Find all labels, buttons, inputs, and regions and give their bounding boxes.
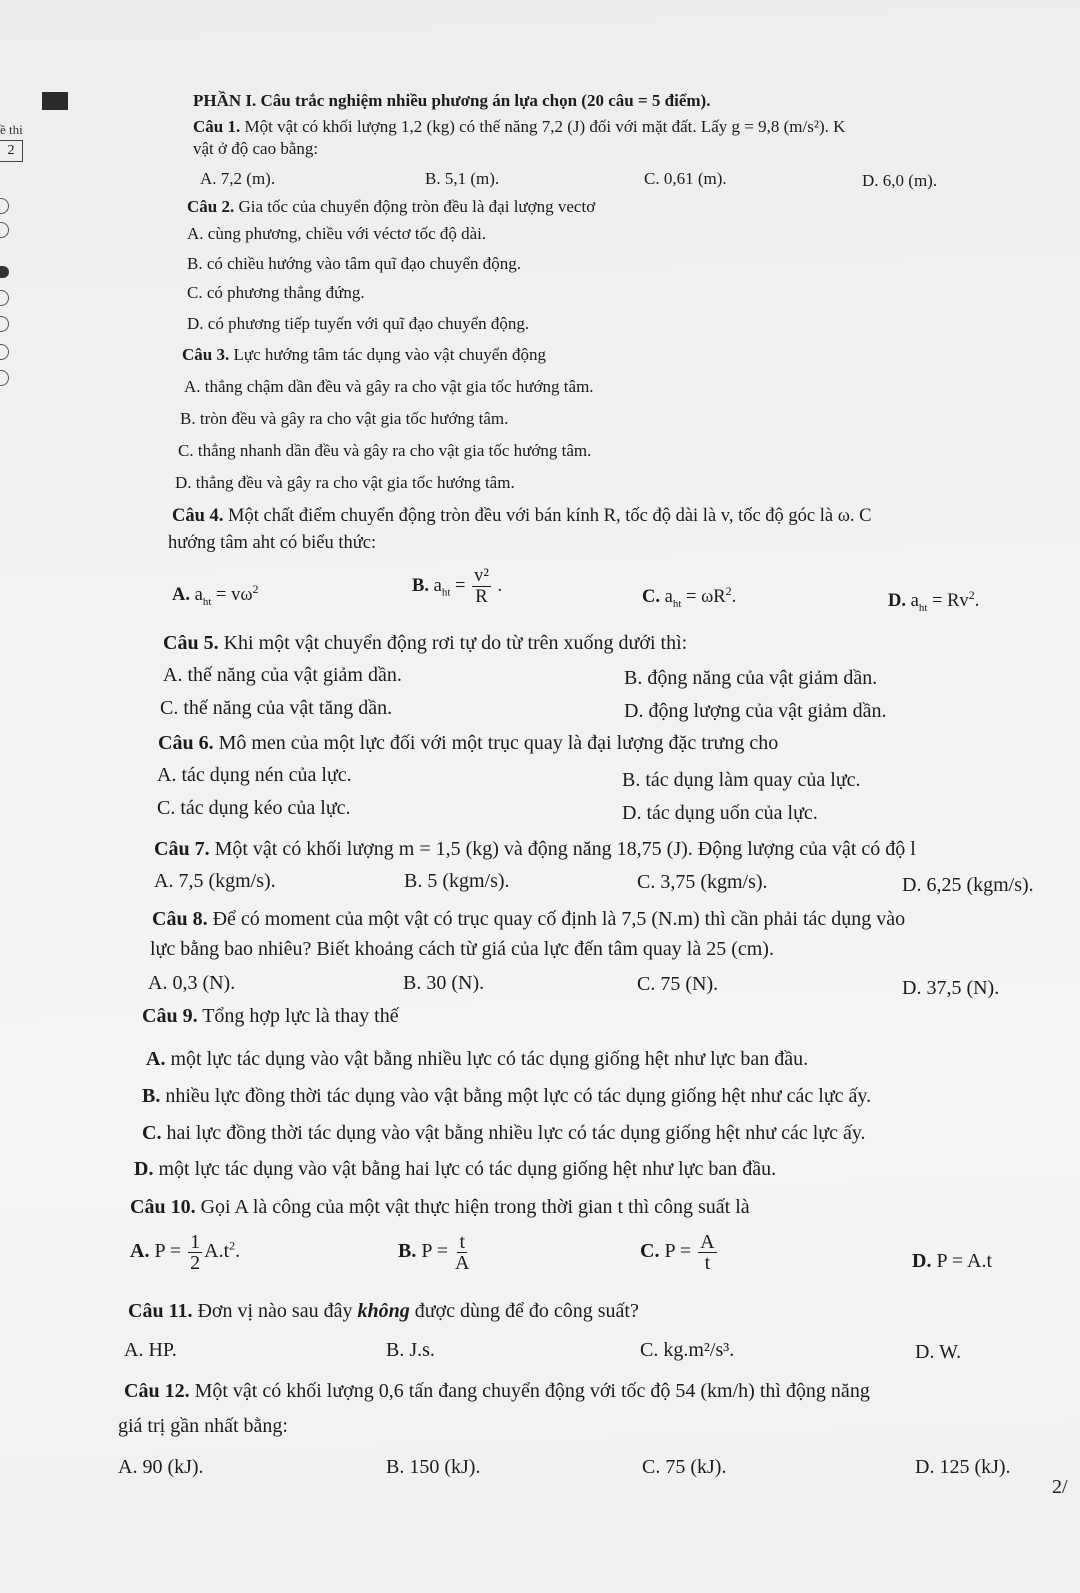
question-7: Câu 7. Một vật có khối lượng m = 1,5 (kg) và động năng 18,75 (J). Động lượng của vật có độ l xyxy=(154,838,916,860)
option-d: D. có phương tiếp tuyến với quĩ đạo chuyển động. xyxy=(187,314,530,333)
question-1 xyxy=(193,116,845,138)
option-a: A. $a_{ht} = v\omega^2$ xyxy=(172,582,259,608)
option-b: B. 30 (N). xyxy=(403,972,485,994)
question-5: Câu 5. Khi một vật chuyển động rơi tự do từ trên xuống dưới thì: xyxy=(163,632,688,654)
option-c: C. 0,61 (m). xyxy=(644,169,727,188)
margin-fragment: ề thi xyxy=(0,122,23,137)
binder-dot-icon xyxy=(0,266,9,278)
question-12-line2: giá trị gần nhất bằng: xyxy=(118,1415,288,1437)
question-1-line2: vật ở độ cao bằng: xyxy=(193,139,319,158)
option-d: D. $a_{ht} = Rv^2$. xyxy=(888,588,980,614)
corner-mark xyxy=(42,92,68,110)
option-a: A. P = $\frac{1}{2}$ $A.t^2$. xyxy=(130,1231,241,1274)
option-a: A. thế năng của vật giảm dần. xyxy=(163,664,402,686)
option-d: D. 6,25 (kgm/s). xyxy=(902,874,1034,896)
option-d: D. P = A.t xyxy=(912,1250,993,1272)
question-10: Câu 10. Gọi A là công của một vật thực hiện trong thời gian t thì công suất là xyxy=(130,1196,750,1218)
binder-ring-icon xyxy=(0,290,9,306)
option-d: D. tác dụng uốn của lực. xyxy=(622,802,818,824)
option-c: C. P = $\frac{A}{t}$ xyxy=(640,1231,715,1274)
binder-ring-icon xyxy=(0,344,9,360)
binder-ring-icon xyxy=(0,198,9,214)
section-title: PHẦN I. Câu trắc nghiệm nhiều phương án lựa chọn (20 câu = 5 điểm). xyxy=(193,91,711,110)
binder-ring-icon xyxy=(0,370,9,386)
option-c: C. kg.m²/s³. xyxy=(640,1339,735,1361)
option-b: B. có chiều hướng vào tâm quĩ đạo chuyển động. xyxy=(187,254,522,273)
question-8-line2: lực bằng bao nhiêu? Biết khoảng cách từ giá của lực đến tâm quay là 25 (cm). xyxy=(150,938,774,960)
option-b: B. 150 (kJ). xyxy=(386,1456,481,1478)
option-c: C. tác dụng kéo của lực. xyxy=(157,797,351,819)
option-a: A. tác dụng nén của lực. xyxy=(157,764,352,786)
question-6: Câu 6. Mô men của một lực đối với một trục quay là đại lượng đặc trưng cho xyxy=(158,732,779,754)
option-c: C. 75 (kJ). xyxy=(642,1456,727,1478)
option-a: A. HP. xyxy=(124,1339,177,1361)
binder-ring-icon xyxy=(0,222,9,238)
option-d: D. 6,0 (m). xyxy=(862,171,938,190)
option-c: C. $a_{ht} = \omega R^2$. xyxy=(642,584,737,610)
question-12: Câu 12. Một vật có khối lượng 0,6 tấn đang chuyển động với tốc độ 54 (km/h) thì động năng xyxy=(124,1380,870,1402)
question-8: Câu 8. Để có moment của một vật có trục quay cố định là 7,5 (N.m) thì cần phải tác dụng vào xyxy=(152,908,906,930)
option-d: D. 125 (kJ). xyxy=(915,1456,1011,1478)
margin-box: 2 xyxy=(0,140,23,162)
option-b: B. J.s. xyxy=(386,1339,435,1361)
option-a: A. một lực tác dụng vào vật bằng nhiều lực có tác dụng giống hệt như lực ban đầu. xyxy=(146,1048,809,1070)
binder-ring-icon xyxy=(0,316,9,332)
fraction: $\frac{\text{v²}}{R}$ xyxy=(474,566,489,607)
option-c: C. 3,75 (kgm/s). xyxy=(637,871,768,893)
question-3: Câu 3. Lực hướng tâm tác dụng vào vật chuyển động xyxy=(182,345,547,364)
option-d: D. 37,5 (N). xyxy=(902,977,1000,999)
fraction: $\frac{A}{t}$ xyxy=(700,1231,715,1274)
fraction: $\frac{1}{2}$ xyxy=(190,1231,201,1274)
question-label: Câu 1. xyxy=(193,117,241,136)
option-c: C. thế năng của vật tăng dần. xyxy=(160,697,393,719)
option-a: A. cùng phương, chiều với véctơ tốc độ dài. xyxy=(187,224,487,243)
option-d: D. W. xyxy=(915,1341,962,1363)
option-a: A. 7,5 (kgm/s). xyxy=(154,870,276,892)
question-text: Một vật có khối lượng 1,2 (kg) có thế năng 7,2 (J) đối với mặt đất. Lấy g = 9,8 (m/s²). K xyxy=(240,117,846,136)
option-d: D. thẳng đều và gây ra cho vật gia tốc hướng tâm. xyxy=(175,473,515,492)
option-b: B. tròn đều và gây ra cho vật gia tốc hướng tâm. xyxy=(180,409,509,428)
question-2: Câu 2. Gia tốc của chuyển động tròn đều là đại lượng vectơ xyxy=(187,197,596,216)
option-c: C. thẳng nhanh dần đều và gây ra cho vật gia tốc hướng tâm. xyxy=(178,441,592,460)
option-b: B. 5,1 (m). xyxy=(425,169,500,188)
question-4-line2: hướng tâm aht có biểu thức: xyxy=(168,533,377,553)
option-b: B. P = $\frac{t}{A}$ xyxy=(398,1231,470,1274)
option-a: A. 0,3 (N). xyxy=(148,972,236,994)
option-b: B. 5 (kgm/s). xyxy=(404,870,510,892)
question-11: Câu 11. Đơn vị nào sau đây không được dùng để đo công suất? xyxy=(128,1300,639,1322)
option-b: B. nhiều lực đồng thời tác dụng vào vật bằng một lực có tác dụng giống hệt như các lực ấy. xyxy=(142,1085,872,1107)
option-c: C. hai lực đồng thời tác dụng vào vật bằng nhiều lực có tác dụng giống hệt như các lực ấy. xyxy=(142,1122,866,1144)
option-d: D. một lực tác dụng vào vật bằng hai lực có tác dụng giống hệt như lực ban đầu. xyxy=(134,1158,777,1180)
option-d: D. động lượng của vật giảm dần. xyxy=(624,700,887,722)
option-b: B. động năng của vật giảm dần. xyxy=(624,667,878,689)
option-b: B. $a_{ht}$ = $\frac{\text{v²}}{R}$ . xyxy=(412,566,503,607)
option-a: A. 7,2 (m). xyxy=(200,169,276,188)
option-b: B. tác dụng làm quay của lực. xyxy=(622,769,861,791)
question-9: Câu 9. Tổng hợp lực là thay thế xyxy=(142,1005,399,1027)
option-c: C. có phương thẳng đứng. xyxy=(187,283,365,302)
fraction: $\frac{t}{A}$ xyxy=(455,1231,470,1274)
option-a: A. thẳng chậm dần đều và gây ra cho vật gia tốc hướng tâm. xyxy=(184,377,594,396)
page-number: 2/ xyxy=(1052,1476,1068,1498)
question-4: Câu 4. Một chất điểm chuyển động tròn đều với bán kính R, tốc độ dài là v, tốc độ góc là ω. C xyxy=(172,506,872,526)
option-c: C. 75 (N). xyxy=(637,973,719,995)
option-a: A. 90 (kJ). xyxy=(118,1456,204,1478)
